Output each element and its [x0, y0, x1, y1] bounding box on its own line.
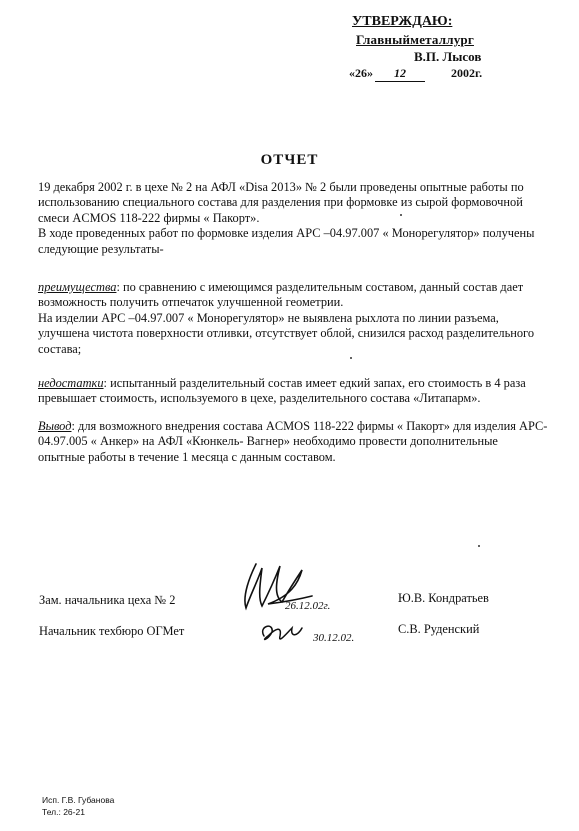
disadvantages-label: недостатки: [38, 376, 104, 390]
signature-name: Ю.В. Кондратьев: [398, 591, 489, 605]
disadvantages-text: : испытанный разделительный состав имеет едкий запах, его стоимость в 4 раза превышает стоимость, используемого в цехе, разделительного состава «Литапарм».: [38, 376, 526, 406]
executor-phone: Тел.: 26-21: [42, 807, 85, 817]
scan-speck: [478, 545, 480, 547]
approval-name: В.П. Лысов: [414, 49, 482, 64]
executor-name: Исп. Г.В. Губанова: [42, 795, 115, 805]
scan-speck: [400, 214, 402, 216]
signature-name: С.В. Руденский: [398, 622, 480, 636]
conclusion-text: : для возможного внедрения состава ACMOS 118-222 фирмы « Пакорт» для изделия АРС- 04.97.005 « Анкер» на АФЛ «Кюнкель- Вагнер» необходимо провести дополнительные опытные работы в течение 1 месяца с данным составом.: [38, 419, 548, 464]
scan-speck: [350, 357, 352, 359]
signature-role: Начальник техбюро ОГМет: [39, 624, 185, 638]
approval-title: УТВЕРЖДАЮ:: [352, 14, 453, 29]
signature-role: Зам. начальника цеха № 2: [39, 593, 176, 607]
approval-year: 2002г.: [451, 66, 483, 80]
advantages-label: преимущества: [38, 280, 117, 294]
intro-paragraph: 19 декабря 2002 г. в цехе № 2 на АФЛ «Disa 2013» № 2 были проведены опытные работы по использованию специального состава для разделения при формовке из сырой формовочной смеси ACMOS 118-222 фирмы « Пакорт». В ходе проведенных работ по формовке изделия АРС –04.97.007 « Монорегулятор» получены следующие результаты-: [38, 180, 535, 256]
approval-month: 12: [375, 66, 425, 82]
approval-date: [349, 66, 489, 82]
advantages-text: : по сравнению с имеющимся разделительным составом, данный состав дает возможность получить отпечаток улучшенной геометрии. На изделии АРС –04.97.007 « Монорегулятор» не выявлена рыхлота по линии разъема, улучшена чистота поверхности отливки, отсутствует облой, снизился расход разделительного состава;: [38, 280, 535, 356]
advantages-paragraph: [38, 280, 548, 357]
signature-date: 26.12.02г.: [285, 600, 331, 612]
approval-role: Главныйметаллург: [356, 32, 474, 47]
document-title: ОТЧЕТ: [260, 152, 319, 168]
signature-date: 30.12.02.: [313, 632, 355, 644]
conclusion-paragraph: [38, 419, 548, 465]
executor-info: [42, 794, 114, 818]
approval-day: «26»: [349, 66, 373, 80]
conclusion-label: Вывод: [38, 419, 72, 433]
disadvantages-paragraph: [38, 376, 548, 407]
